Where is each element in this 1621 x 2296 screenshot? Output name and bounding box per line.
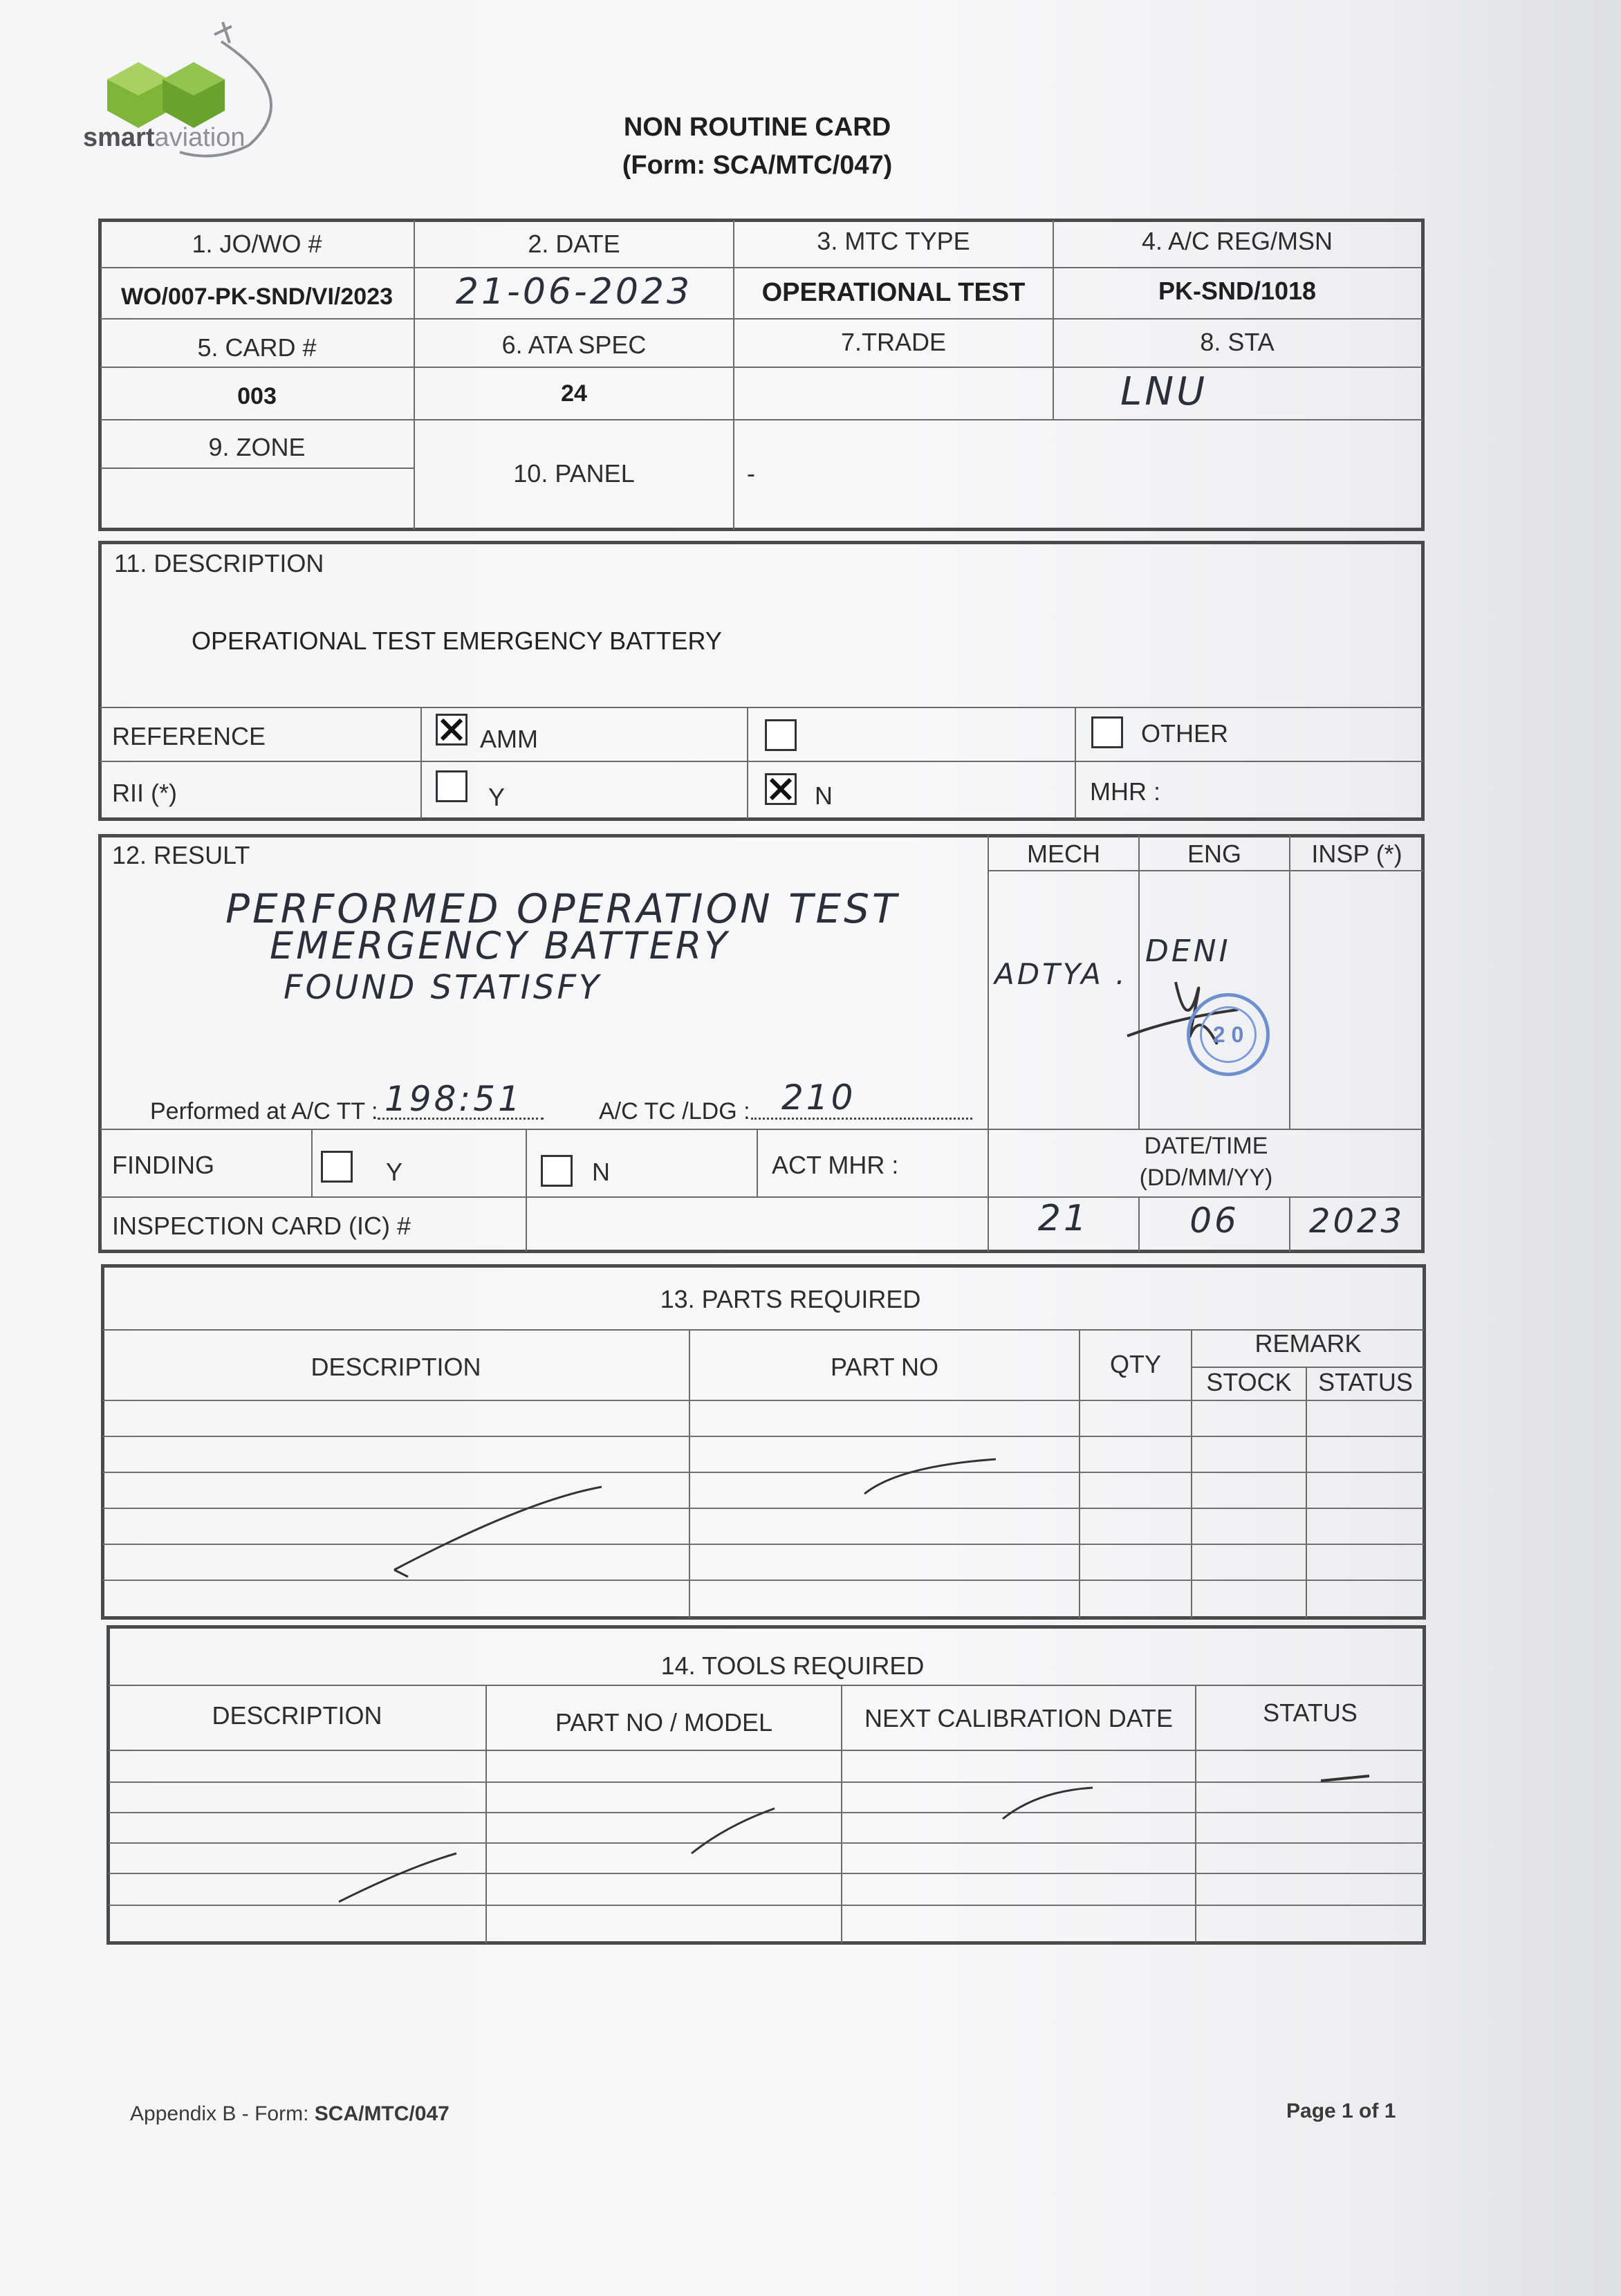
logo-text-aviation: aviation (154, 123, 246, 152)
trade-label: 7.TRADE (840, 328, 947, 356)
date-month: 06 (1189, 1201, 1239, 1241)
footer-appendix (130, 2102, 450, 2126)
performed-label: Performed at A/C TT : (150, 1098, 378, 1124)
card-label: 5. CARD # (197, 333, 317, 362)
rii-y-label: Y (488, 783, 506, 811)
tools-col-part-no: PART NO / MODEL (555, 1708, 773, 1737)
eng-signature-name: DENI (1145, 934, 1231, 969)
page-title: NON ROUTINE CARD (623, 113, 891, 142)
mhr-label: MHR : (1090, 777, 1160, 806)
finding-y-label: Y (386, 1158, 403, 1186)
date-label: 2. DATE (528, 230, 620, 258)
result-hand-line-1: PERFORMED OPERATION TEST (225, 885, 900, 932)
act-mhr-label: ACT MHR : (772, 1151, 899, 1179)
mtc-type-label: 3. MTC TYPE (817, 227, 970, 255)
form-code: (Form: SCA/MTC/047) (622, 151, 893, 180)
panel-label: 10. PANEL (513, 459, 635, 488)
finding-y-checkbox[interactable] (321, 1151, 353, 1183)
check-x-icon (767, 775, 795, 803)
tools-col-description: DESCRIPTION (212, 1701, 382, 1730)
tools-title: 14. TOOLS REQUIRED (660, 1651, 925, 1680)
result-hand-line-3: FOUND STATISFY (284, 968, 602, 1007)
tc-label: A/C TC /LDG : (599, 1098, 750, 1124)
datetime-label: DATE/TIME (1144, 1133, 1268, 1159)
performed-value: 198:51 (385, 1079, 523, 1119)
ic-label: INSPECTION CARD (IC) # (112, 1212, 411, 1240)
approval-stamp (1187, 993, 1270, 1076)
parts-col-status: STATUS (1318, 1368, 1413, 1396)
insp-label: INSP (*) (1311, 840, 1402, 868)
parts-col-remark: REMARK (1254, 1329, 1362, 1358)
ref-other-checkbox[interactable] (1091, 716, 1123, 748)
sta-value: LNU (1120, 369, 1208, 414)
date-value: 21-06-2023 (455, 271, 693, 313)
card-value: 003 (237, 383, 277, 409)
date-year: 2023 (1308, 1202, 1405, 1241)
ref-amm-label: AMM (480, 725, 538, 753)
jowo-label: 1. JO/WO # (192, 230, 322, 258)
parts-cancel-strokes-icon (387, 1438, 1010, 1591)
footer-page-number: Page 1 of 1 (1286, 2100, 1396, 2122)
date-day: 21 (1037, 1198, 1090, 1239)
parts-col-part-no: PART NO (830, 1353, 939, 1381)
description-text: OPERATIONAL TEST EMERGENCY BATTERY (192, 627, 722, 655)
rii-y-checkbox[interactable] (436, 770, 467, 802)
tools-col-status: STATUS (1263, 1698, 1358, 1727)
reference-label: REFERENCE (112, 722, 266, 750)
rii-n-label: N (815, 781, 833, 810)
ref-other-label: OTHER (1141, 719, 1228, 748)
footer-form-code: SCA/MTC/047 (314, 2102, 450, 2125)
stamp-text: 2 0 (1200, 1006, 1257, 1063)
rii-label: RII (*) (112, 779, 177, 807)
ata-value: 24 (561, 380, 587, 407)
mech-signature: ADTYA . (994, 957, 1128, 991)
description-label: 11. DESCRIPTION (114, 549, 324, 577)
finding-label: FINDING (112, 1151, 214, 1179)
jowo-value: WO/007-PK-SND/VI/2023 (120, 284, 393, 310)
result-label: 12. RESULT (112, 841, 250, 869)
panel-value: - (747, 459, 755, 488)
tools-cancel-strokes-icon (325, 1763, 1432, 1916)
tools-col-next-cal: NEXT CALIBRATION DATE (864, 1704, 1174, 1732)
mtc-type-value: OPERATIONAL TEST (761, 278, 1026, 307)
check-x-icon (438, 716, 465, 743)
zone-label: 9. ZONE (208, 433, 306, 461)
logo-text-smart: smart (83, 123, 155, 152)
ref-amm-checkbox[interactable] (436, 714, 467, 746)
finding-n-checkbox[interactable] (541, 1155, 573, 1187)
description-section (98, 541, 1425, 821)
result-hand-line-2: EMERGENCY BATTERY (270, 924, 730, 968)
acreg-value: PK-SND/1018 (1158, 277, 1317, 305)
datetime-format-label: (DD/MM/YY) (1139, 1165, 1273, 1191)
footer-prefix: Appendix B - Form: (130, 2102, 315, 2125)
tc-dots (751, 1118, 972, 1120)
ref-blank-checkbox[interactable] (765, 719, 797, 751)
acreg-label: 4. A/C REG/MSN (1141, 227, 1333, 255)
ata-label: 6. ATA SPEC (501, 331, 647, 359)
parts-col-description: DESCRIPTION (311, 1353, 481, 1381)
tc-value: 210 (781, 1077, 856, 1118)
parts-col-qty: QTY (1109, 1350, 1161, 1378)
parts-col-stock: STOCK (1206, 1368, 1292, 1396)
finding-n-label: N (592, 1158, 610, 1186)
eng-label: ENG (1187, 840, 1241, 868)
company-logo (76, 14, 297, 163)
mech-label: MECH (1027, 840, 1100, 868)
rii-n-checkbox[interactable] (765, 773, 797, 805)
parts-title: 13. PARTS REQUIRED (660, 1285, 921, 1313)
sta-label: 8. STA (1200, 328, 1275, 356)
